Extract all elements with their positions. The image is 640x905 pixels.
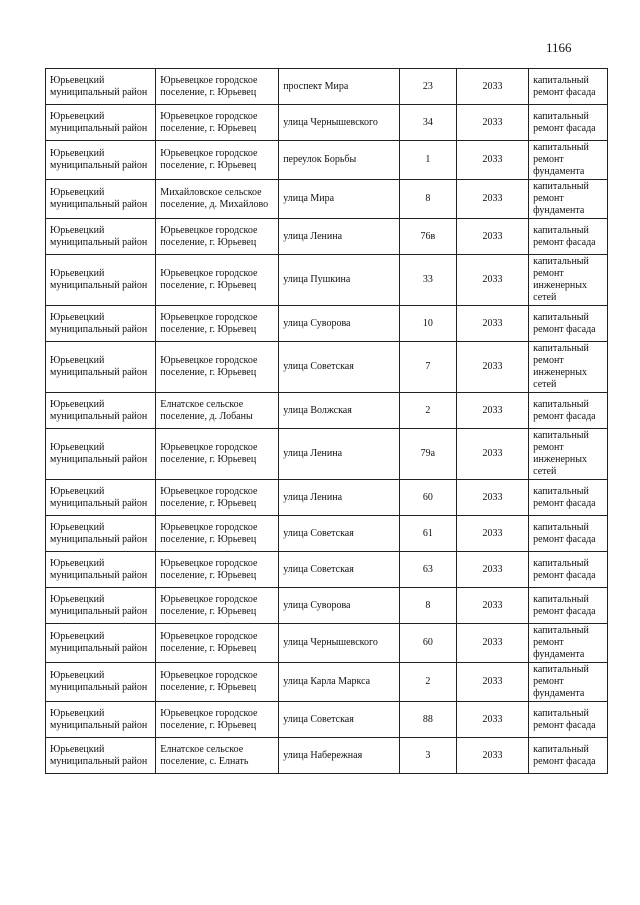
- page-number: 1166: [546, 40, 572, 55]
- year-cell: 2033: [456, 663, 528, 702]
- year-cell: 2033: [456, 180, 528, 219]
- district-cell: Юрьевецкий муниципальный район: [46, 702, 156, 738]
- settlement-cell: Юрьевецкое городское поселение, г. Юрьевец: [156, 306, 279, 342]
- year-cell: 2033: [456, 480, 528, 516]
- settlement-cell: Юрьевецкое городское поселение, г. Юрьевец: [156, 69, 279, 105]
- house-number-cell: 8: [399, 180, 456, 219]
- table-row: [46, 480, 608, 516]
- district-cell: Юрьевецкий муниципальный район: [46, 516, 156, 552]
- house-number-cell: 76в: [399, 219, 456, 255]
- district-cell: Юрьевецкий муниципальный район: [46, 105, 156, 141]
- work-type-cell: капитальный ремонт фундамента: [529, 180, 608, 219]
- district-cell: Юрьевецкий муниципальный район: [46, 342, 156, 393]
- house-number-cell: 33: [399, 255, 456, 306]
- street-cell: улица Набережная: [279, 738, 400, 774]
- work-type-cell: капитальный ремонт фундамента: [529, 663, 608, 702]
- work-type-cell: капитальный ремонт фундамента: [529, 141, 608, 180]
- house-number-cell: 88: [399, 702, 456, 738]
- district-cell: Юрьевецкий муниципальный район: [46, 219, 156, 255]
- table-row: [46, 393, 608, 429]
- house-number-cell: 63: [399, 552, 456, 588]
- table-row: [46, 738, 608, 774]
- work-type-cell: капитальный ремонт инженерных сетей: [529, 429, 608, 480]
- settlement-cell: Юрьевецкое городское поселение, г. Юрьевец: [156, 516, 279, 552]
- year-cell: 2033: [456, 69, 528, 105]
- street-cell: проспект Мира: [279, 69, 400, 105]
- table-row: [46, 429, 608, 480]
- work-type-cell: капитальный ремонт фасада: [529, 69, 608, 105]
- year-cell: 2033: [456, 702, 528, 738]
- settlement-cell: Михайловское сельское поселение, д. Михайлово: [156, 180, 279, 219]
- table-row: [46, 624, 608, 663]
- settlement-cell: Юрьевецкое городское поселение, г. Юрьевец: [156, 663, 279, 702]
- house-number-cell: 60: [399, 480, 456, 516]
- year-cell: 2033: [456, 105, 528, 141]
- work-type-cell: капитальный ремонт фасада: [529, 219, 608, 255]
- settlement-cell: Юрьевецкое городское поселение, г. Юрьевец: [156, 255, 279, 306]
- settlement-cell: Юрьевецкое городское поселение, г. Юрьевец: [156, 624, 279, 663]
- year-cell: 2033: [456, 342, 528, 393]
- housing-repair-table: [45, 68, 608, 774]
- table-row: [46, 663, 608, 702]
- street-cell: улица Ленина: [279, 429, 400, 480]
- settlement-cell: Юрьевецкое городское поселение, г. Юрьевец: [156, 141, 279, 180]
- table-row: [46, 141, 608, 180]
- year-cell: 2033: [456, 429, 528, 480]
- house-number-cell: 34: [399, 105, 456, 141]
- settlement-cell: Юрьевецкое городское поселение, г. Юрьевец: [156, 588, 279, 624]
- table-body: [46, 69, 608, 774]
- district-cell: Юрьевецкий муниципальный район: [46, 180, 156, 219]
- year-cell: 2033: [456, 306, 528, 342]
- street-cell: улица Волжская: [279, 393, 400, 429]
- district-cell: Юрьевецкий муниципальный район: [46, 663, 156, 702]
- settlement-cell: Юрьевецкое городское поселение, г. Юрьевец: [156, 552, 279, 588]
- street-cell: улица Карла Маркса: [279, 663, 400, 702]
- table-row: [46, 702, 608, 738]
- work-type-cell: капитальный ремонт инженерных сетей: [529, 342, 608, 393]
- work-type-cell: капитальный ремонт инженерных сетей: [529, 255, 608, 306]
- district-cell: Юрьевецкий муниципальный район: [46, 552, 156, 588]
- table-row: [46, 105, 608, 141]
- street-cell: улица Ленина: [279, 219, 400, 255]
- table-row: [46, 255, 608, 306]
- table-row: [46, 180, 608, 219]
- table-row: [46, 552, 608, 588]
- work-type-cell: капитальный ремонт фасада: [529, 306, 608, 342]
- house-number-cell: 8: [399, 588, 456, 624]
- work-type-cell: капитальный ремонт фасада: [529, 393, 608, 429]
- district-cell: Юрьевецкий муниципальный район: [46, 393, 156, 429]
- table-row: [46, 306, 608, 342]
- street-cell: улица Чернышевского: [279, 105, 400, 141]
- street-cell: улица Суворова: [279, 306, 400, 342]
- year-cell: 2033: [456, 552, 528, 588]
- year-cell: 2033: [456, 141, 528, 180]
- year-cell: 2033: [456, 738, 528, 774]
- table-row: [46, 342, 608, 393]
- house-number-cell: 2: [399, 663, 456, 702]
- house-number-cell: 2: [399, 393, 456, 429]
- table-row: [46, 516, 608, 552]
- house-number-cell: 10: [399, 306, 456, 342]
- work-type-cell: капитальный ремонт фасада: [529, 516, 608, 552]
- year-cell: 2033: [456, 219, 528, 255]
- year-cell: 2033: [456, 393, 528, 429]
- street-cell: улица Ленина: [279, 480, 400, 516]
- street-cell: улица Советская: [279, 552, 400, 588]
- street-cell: улица Чернышевского: [279, 624, 400, 663]
- year-cell: 2033: [456, 255, 528, 306]
- work-type-cell: капитальный ремонт фасада: [529, 480, 608, 516]
- settlement-cell: Юрьевецкое городское поселение, г. Юрьевец: [156, 429, 279, 480]
- house-number-cell: 1: [399, 141, 456, 180]
- house-number-cell: 61: [399, 516, 456, 552]
- year-cell: 2033: [456, 516, 528, 552]
- settlement-cell: Юрьевецкое городское поселение, г. Юрьевец: [156, 480, 279, 516]
- house-number-cell: 60: [399, 624, 456, 663]
- work-type-cell: капитальный ремонт фундамента: [529, 624, 608, 663]
- district-cell: Юрьевецкий муниципальный район: [46, 624, 156, 663]
- year-cell: 2033: [456, 588, 528, 624]
- street-cell: улица Мира: [279, 180, 400, 219]
- work-type-cell: капитальный ремонт фасада: [529, 702, 608, 738]
- settlement-cell: Елнатское сельское поселение, д. Лобаны: [156, 393, 279, 429]
- settlement-cell: Юрьевецкое городское поселение, г. Юрьевец: [156, 219, 279, 255]
- district-cell: Юрьевецкий муниципальный район: [46, 480, 156, 516]
- table-row: [46, 219, 608, 255]
- house-number-cell: 23: [399, 69, 456, 105]
- work-type-cell: капитальный ремонт фасада: [529, 588, 608, 624]
- settlement-cell: Юрьевецкое городское поселение, г. Юрьевец: [156, 702, 279, 738]
- street-cell: переулок Борьбы: [279, 141, 400, 180]
- district-cell: Юрьевецкий муниципальный район: [46, 141, 156, 180]
- district-cell: Юрьевецкий муниципальный район: [46, 588, 156, 624]
- street-cell: улица Суворова: [279, 588, 400, 624]
- street-cell: улица Пушкина: [279, 255, 400, 306]
- street-cell: улица Советская: [279, 702, 400, 738]
- settlement-cell: Елнатское сельское поселение, с. Елнать: [156, 738, 279, 774]
- settlement-cell: Юрьевецкое городское поселение, г. Юрьевец: [156, 105, 279, 141]
- district-cell: Юрьевецкий муниципальный район: [46, 738, 156, 774]
- settlement-cell: Юрьевецкое городское поселение, г. Юрьевец: [156, 342, 279, 393]
- district-cell: Юрьевецкий муниципальный район: [46, 255, 156, 306]
- year-cell: 2033: [456, 624, 528, 663]
- house-number-cell: 79а: [399, 429, 456, 480]
- street-cell: улица Советская: [279, 342, 400, 393]
- table-row: [46, 69, 608, 105]
- district-cell: Юрьевецкий муниципальный район: [46, 69, 156, 105]
- street-cell: улица Советская: [279, 516, 400, 552]
- house-number-cell: 7: [399, 342, 456, 393]
- district-cell: Юрьевецкий муниципальный район: [46, 429, 156, 480]
- work-type-cell: капитальный ремонт фасада: [529, 738, 608, 774]
- district-cell: Юрьевецкий муниципальный район: [46, 306, 156, 342]
- house-number-cell: 3: [399, 738, 456, 774]
- work-type-cell: капитальный ремонт фасада: [529, 105, 608, 141]
- table-row: [46, 588, 608, 624]
- work-type-cell: капитальный ремонт фасада: [529, 552, 608, 588]
